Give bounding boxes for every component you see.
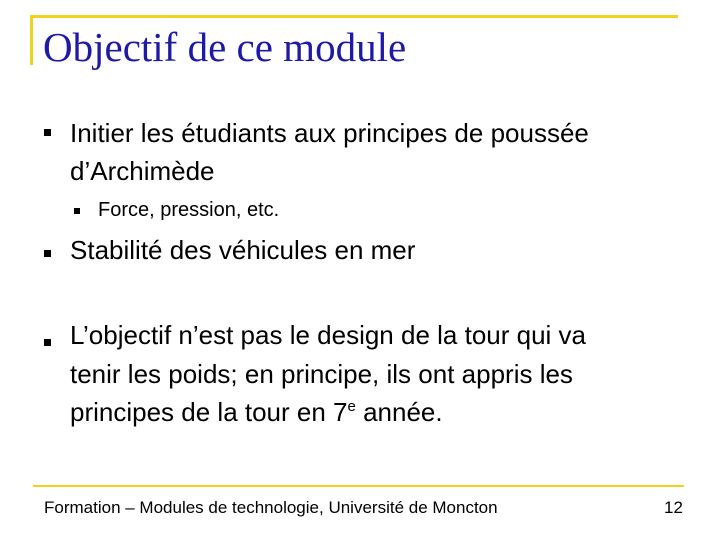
bullet-1-line-2: d’Archimède <box>70 156 215 186</box>
bullet-3-line-3-prefix: principes de la tour en 7 <box>70 397 348 427</box>
bullet-2-line-1: Stabilité des véhicules en mer <box>70 235 416 265</box>
bullet-3-line-2: tenir les poids; en principe, ils ont appris les <box>70 359 573 389</box>
bullet-square-icon <box>44 129 51 136</box>
sub-bullet-square-icon <box>74 208 80 214</box>
bullet-3-line-1: L’objectif n’est pas le design de la tour qui va <box>70 320 587 350</box>
bullet-3-line-3-suffix: année. <box>355 397 443 427</box>
ordinal-superscript: e <box>347 398 356 415</box>
title-frame-top-rule <box>30 15 678 18</box>
bullet-1-line-1: Initier les étudiants aux principes de poussée <box>70 118 589 148</box>
bullet-square-icon <box>44 250 51 257</box>
sub-bullet-text: Force, pression, etc. <box>98 199 280 221</box>
bullet-3-line-3 <box>70 396 443 428</box>
slide-title: Objectif de ce module <box>43 24 407 70</box>
footer-text: Formation – Modules de technologie, Université de Moncton <box>44 498 498 517</box>
bullet-square-icon <box>44 339 51 346</box>
footer-rule <box>33 485 684 487</box>
page-number: 12 <box>664 498 683 517</box>
title-frame-left-rule <box>30 15 33 65</box>
